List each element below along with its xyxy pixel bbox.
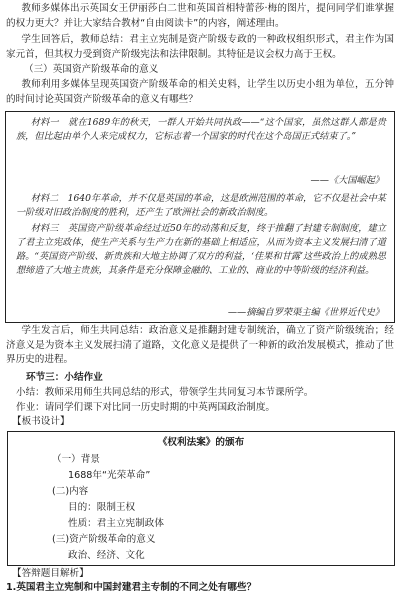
board-item-4: 目的：限制王权 xyxy=(68,502,136,513)
answer-question-1: 1.英国君主立宪制和中国封建君主专制的不同之处有哪些？ xyxy=(6,582,257,593)
board-item-7: 政治、经济、文化 xyxy=(68,550,145,561)
intro-paragraph-1: 教师多媒体出示英国女王伊丽莎白二世和英国首相特蕾莎·梅的图片，提问同学们谁掌握的权力更大？并让大家结合教材“自由阅读卡”的内容，阐述理由。 xyxy=(6,3,394,29)
intro-paragraph-2: 学生回答后，教师总结：君主立宪制是资产阶级专政的一种政权组织形式，君主作为国家元首，但其权力受到资产阶级宪法和法律限制。其特征是议会权力高于王权。 xyxy=(6,34,394,60)
board-item-1: （一）背景 xyxy=(52,454,100,465)
link-3-heading: 环节三：小结作业 xyxy=(26,372,103,383)
board-item-6: (三)资产阶级革命的意义 xyxy=(52,534,156,545)
board-title: 《权利法案》的颁布 xyxy=(157,437,245,448)
summary-line: 小结：教师采用师生共同总结的形式，带领学生共同复习本节课所学。 xyxy=(16,387,314,398)
answer-label: 【答辩题目解析】 xyxy=(12,568,89,579)
material-1: 材料一 就在1689年的秋天，一群人开始共同执政——“这个国家，虽然这群人都是贵族，但比起由单个人来完成权力，它标志着一个国家的时代在这个岛国正式结束了。” xyxy=(16,117,386,142)
section-3-heading: （三）英国资产阶级革命的意义 xyxy=(24,64,159,75)
material-2: 材料二 1640年革命，并不仅是英国的革命，这是欧洲范围的革命，它不仅是社会中某一阶级对旧政治制度的胜利，还产生了欧洲社会的新政治制度。 xyxy=(16,193,386,218)
board-design-box xyxy=(7,431,395,566)
material-3-source: ——摘编自罗荣渠主编《世界近代史》 xyxy=(227,307,384,318)
board-item-5: 性质：君主立宪制政体 xyxy=(68,518,164,529)
homework-line: 作业：请同学们课下对比同一历史时期的中英两国政治制度。 xyxy=(16,402,276,413)
board-item-2: 1688年“光荣革命” xyxy=(68,470,151,481)
section-3-paragraph: 教师利用多媒体呈现英国资产阶级革命的相关史料，让学生以历史小组为单位，五分钟的时间讨论英国资产阶级革命的意义有哪些？ xyxy=(6,79,394,105)
discussion-summary: 学生发言后，师生共同总结：政治意义是推翻封建专制统治，确立了资产阶级统治；经济意义是为资本主义发展扫清了道路，文化意义是提供了一种新的政治发展模式，推动了世界历史的进程。 xyxy=(6,325,394,365)
materials-box xyxy=(5,111,395,323)
material-3: 材料三 英国资产阶级革命经过近50年的动荡和反复，终于推翻了封建专制制度，建立了君主立宪政体，使生产关系与生产力在新的基础上相适应，从而为资本主义发展扫清了道路。“英国资产阶级、新贵族和大地主协调了双方的利益，‘佳果和甘露’这些政治上的成熟思想缔造了大地主贵族，其条件是充分保障金融的、工业的、商业的中等阶级的经济利益。 xyxy=(16,223,386,276)
board-item-3: (二)内容 xyxy=(52,486,89,497)
material-1-source: ——《大国崛起》 xyxy=(310,175,384,186)
board-design-label: 【板书设计】 xyxy=(12,416,70,427)
